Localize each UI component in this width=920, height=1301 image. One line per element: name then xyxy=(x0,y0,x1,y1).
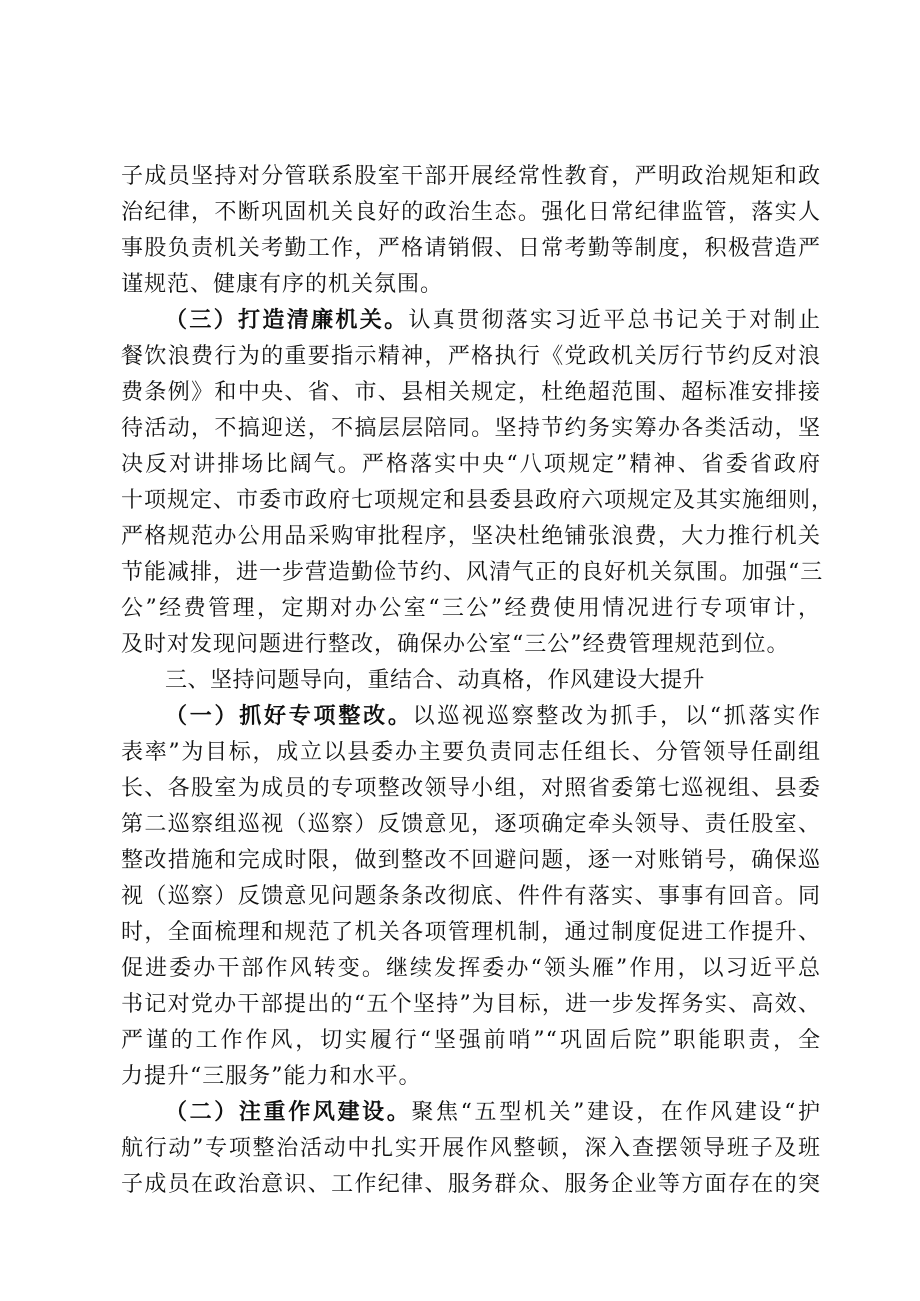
section-paragraph-first-line xyxy=(165,1093,821,1133)
body-text-line: 严谨的工作作风，切实履行“坚强前哨”“巩固后院”职能职责，全 xyxy=(121,1028,821,1053)
body-text-line: 书记对党办干部提出的“五个坚持”为目标，进一步发挥务实、高效、 xyxy=(121,992,821,1017)
section-subheading: （二）注重作风建设。 xyxy=(165,1100,412,1125)
section-heading: 三、坚持问题导向，重结合、动真格，作风建设大提升 xyxy=(165,668,706,693)
body-text-line: 时，全面梳理和规范了机关各项管理机制，通过制度促进工作提升、 xyxy=(121,920,821,945)
body-text-line: 治纪律，不断巩固机关良好的政治生态。强化日常纪律监管，落实人 xyxy=(121,200,821,225)
body-text-line: 事股负责机关考勤工作，严格请销假、日常考勤等制度，积极营造严 xyxy=(121,236,821,261)
body-text-line: 节能减排，进一步营造勤俭节约、风清气正的良好机关氛围。加强“三 xyxy=(121,560,824,585)
body-text-line: 及时对发现问题进行整改，确保办公室“三公”经费管理规范到位。 xyxy=(121,632,790,657)
body-text-line: 第二巡察组巡视（巡察）反馈意见，逐项确定牵头领导、责任股室、 xyxy=(121,812,821,837)
body-text: 认真贯彻落实习近平总书记关于对制止 xyxy=(408,308,821,333)
body-text-line: 餐饮浪费行为的重要指示精神，严格执行《党政机关厉行节约反对浪 xyxy=(121,344,821,369)
body-text-line: 费条例》和中央、省、市、县相关规定，杜绝超范围、超标准安排接 xyxy=(121,380,821,405)
body-text: 以巡视巡察整改为抓手，以“抓落实作 xyxy=(412,704,821,729)
body-text-line: 整改措施和完成时限，做到整改不回避问题，逐一对账销号，确保巡 xyxy=(121,848,821,873)
section-subheading: （三）打造清廉机关。 xyxy=(165,308,409,333)
body-text-line: 决反对讲排场比阔气。严格落实中央“八项规定”精神、省委省政府 xyxy=(121,452,821,477)
body-text-line: 长、各股室为成员的专项整改领导小组，对照省委第七巡视组、县委 xyxy=(121,776,821,801)
section-paragraph-first-line xyxy=(165,697,821,737)
body-text-line: 严格规范办公用品采购审批程序，坚决杜绝铺张浪费，大力推行机关 xyxy=(121,524,821,549)
body-text-line: 公”经费管理，定期对办公室“三公”经费使用情况进行专项审计， xyxy=(121,596,821,621)
body-text-line: 视（巡察）反馈意见问题条条改彻底、件件有落实、事事有回音。同 xyxy=(121,884,821,909)
body-text-line: 航行动”专项整治活动中扎实开展作风整顿，深入查摆领导班子及班 xyxy=(121,1136,821,1161)
body-text-line: 表率”为目标，成立以县委办主要负责同志任组长、分管领导任副组 xyxy=(121,740,821,765)
body-text-line: 子成员在政治意识、工作纪律、服务群众、服务企业等方面存在的突 xyxy=(121,1172,821,1197)
body-text-line: 力提升“三服务”能力和水平。 xyxy=(121,1064,422,1089)
body-text-line: 促进委办干部作风转变。继续发挥委办“领头雁”作用，以习近平总 xyxy=(121,956,821,981)
body-text: 聚焦“五型机关”建设，在作风建设“护 xyxy=(411,1100,821,1125)
body-text-line: 十项规定、市委市政府七项规定和县委县政府六项规定及其实施细则， xyxy=(121,488,835,513)
body-text-line: 谨规范、健康有序的机关氛围。 xyxy=(121,272,444,297)
section-subheading: （一）抓好专项整改。 xyxy=(165,704,413,729)
section-paragraph-first-line xyxy=(165,301,821,341)
body-text-line: 子成员坚持对分管联系股室干部开展经常性教育，严明政治规矩和政 xyxy=(121,164,821,189)
body-text-line: 待活动，不搞迎送，不搞层层陪同。坚持节约务实筹办各类活动，坚 xyxy=(121,416,821,441)
